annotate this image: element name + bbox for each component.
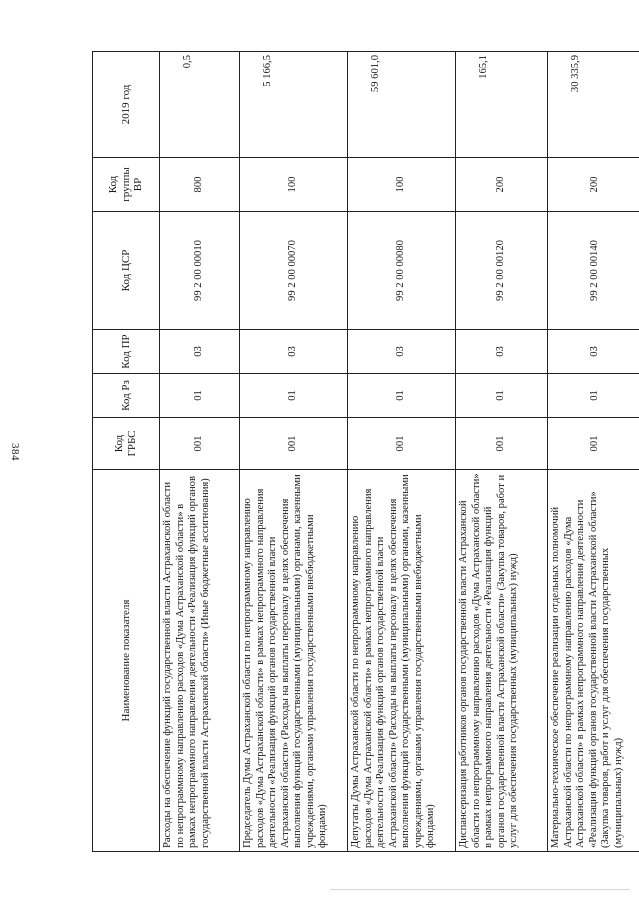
row-vr: 200	[456, 158, 548, 212]
row-name: Материально-техническое обеспечение реализации отдельных полномочий Астраханской области по непрограммному направлению расходов «Дума Астраханской области» в рамках непрограммного направления деятельности «Реализация функций органов государственной власти Астраханской области» (Закупка товаров, работ и услуг для обеспечения государственных (муниципальных) нужд)	[548, 470, 639, 852]
row-csr: 99 2 00 00010	[160, 212, 240, 330]
row-grbs: 001	[160, 418, 240, 470]
row-name: Расходы на обеспечение функций государственной власти Астраханской области по непрограммному направлению расходов «Дума Астраханской области» в рамках непрограммного направления деятельности «Реализация функций органов государственной власти Астраханской области» (Иные бюджетные ассигнования)	[160, 470, 240, 852]
header-name: Наименование показателя	[93, 470, 160, 852]
row-name: Председатель Думы Астраханской области по непрограммному направлению расходов «Дума Астраханской области» в рамках непрограммного направления деятельности «Реализация функций органов государственной власти Астраханской области» (Расходы на выплаты персоналу в целях обеспечения выполнения функций государственными (муниципальными) органами, казенными учреждениями, органами управления государственными внебюджетными фондами)	[240, 470, 348, 852]
budget-table	[92, 51, 639, 852]
row-rz: 01	[240, 374, 348, 418]
row-grbs: 001	[456, 418, 548, 470]
row-amount: 59 601,0	[348, 52, 456, 158]
row-csr: 99 2 00 00070	[240, 212, 348, 330]
row-rz: 01	[160, 374, 240, 418]
header-grbs: Код ГРБС	[93, 418, 160, 470]
row-pr: 03	[548, 330, 639, 374]
row-pr: 03	[456, 330, 548, 374]
table-row	[160, 52, 240, 852]
row-name: Диспансеризация работников органов государственной власти Астраханской области по непрограммному направлению расходов «Дума Астраханской области» в рамках непрограммного направления деятельности «Реализация функций органов государственной власти Астраханской области» (Закупка товаров, работ и услуг для обеспечения государственных (муниципальных) нужд)	[456, 470, 548, 852]
row-csr: 99 2 00 00140	[548, 212, 639, 330]
scan-artifact-line	[330, 889, 630, 890]
row-rz: 01	[456, 374, 548, 418]
header-pr: Код ПР	[93, 330, 160, 374]
table-row	[456, 52, 548, 852]
row-vr: 100	[240, 158, 348, 212]
row-amount: 0,5	[160, 52, 240, 158]
row-amount: 165,1	[456, 52, 548, 158]
row-rz: 01	[548, 374, 639, 418]
row-amount: 30 335,9	[548, 52, 639, 158]
row-grbs: 001	[548, 418, 639, 470]
rotated-table-frame	[92, 52, 624, 852]
row-name: Депутаты Думы Астраханской области по непрограммному направлению расходов «Дума Астраханской области» в рамках непрограммного направления деятельности «Реализация функций органов государственной власти Астраханской области» (Расходы на выплаты персоналу в целях обеспечения выполнения функций государственными (муниципальными) органами, казенными учреждениями, органами управления государственными внебюджетными фондами)	[348, 470, 456, 852]
header-rz: Код Рз	[93, 374, 160, 418]
table-row	[548, 52, 639, 852]
row-grbs: 001	[240, 418, 348, 470]
row-pr: 03	[160, 330, 240, 374]
row-amount: 5 166,5	[240, 52, 348, 158]
table-row	[348, 52, 456, 852]
row-csr: 99 2 00 00120	[456, 212, 548, 330]
header-vr: Код группы ВР	[93, 158, 160, 212]
header-csr: Код ЦСР	[93, 212, 160, 330]
row-vr: 200	[548, 158, 639, 212]
row-pr: 03	[240, 330, 348, 374]
row-vr: 800	[160, 158, 240, 212]
row-csr: 99 2 00 00080	[348, 212, 456, 330]
table-header-row	[93, 52, 160, 852]
row-grbs: 001	[348, 418, 456, 470]
row-vr: 100	[348, 158, 456, 212]
table-row	[240, 52, 348, 852]
header-year: 2019 год	[93, 52, 160, 158]
page-number: 384	[9, 443, 21, 461]
row-pr: 03	[348, 330, 456, 374]
row-rz: 01	[348, 374, 456, 418]
